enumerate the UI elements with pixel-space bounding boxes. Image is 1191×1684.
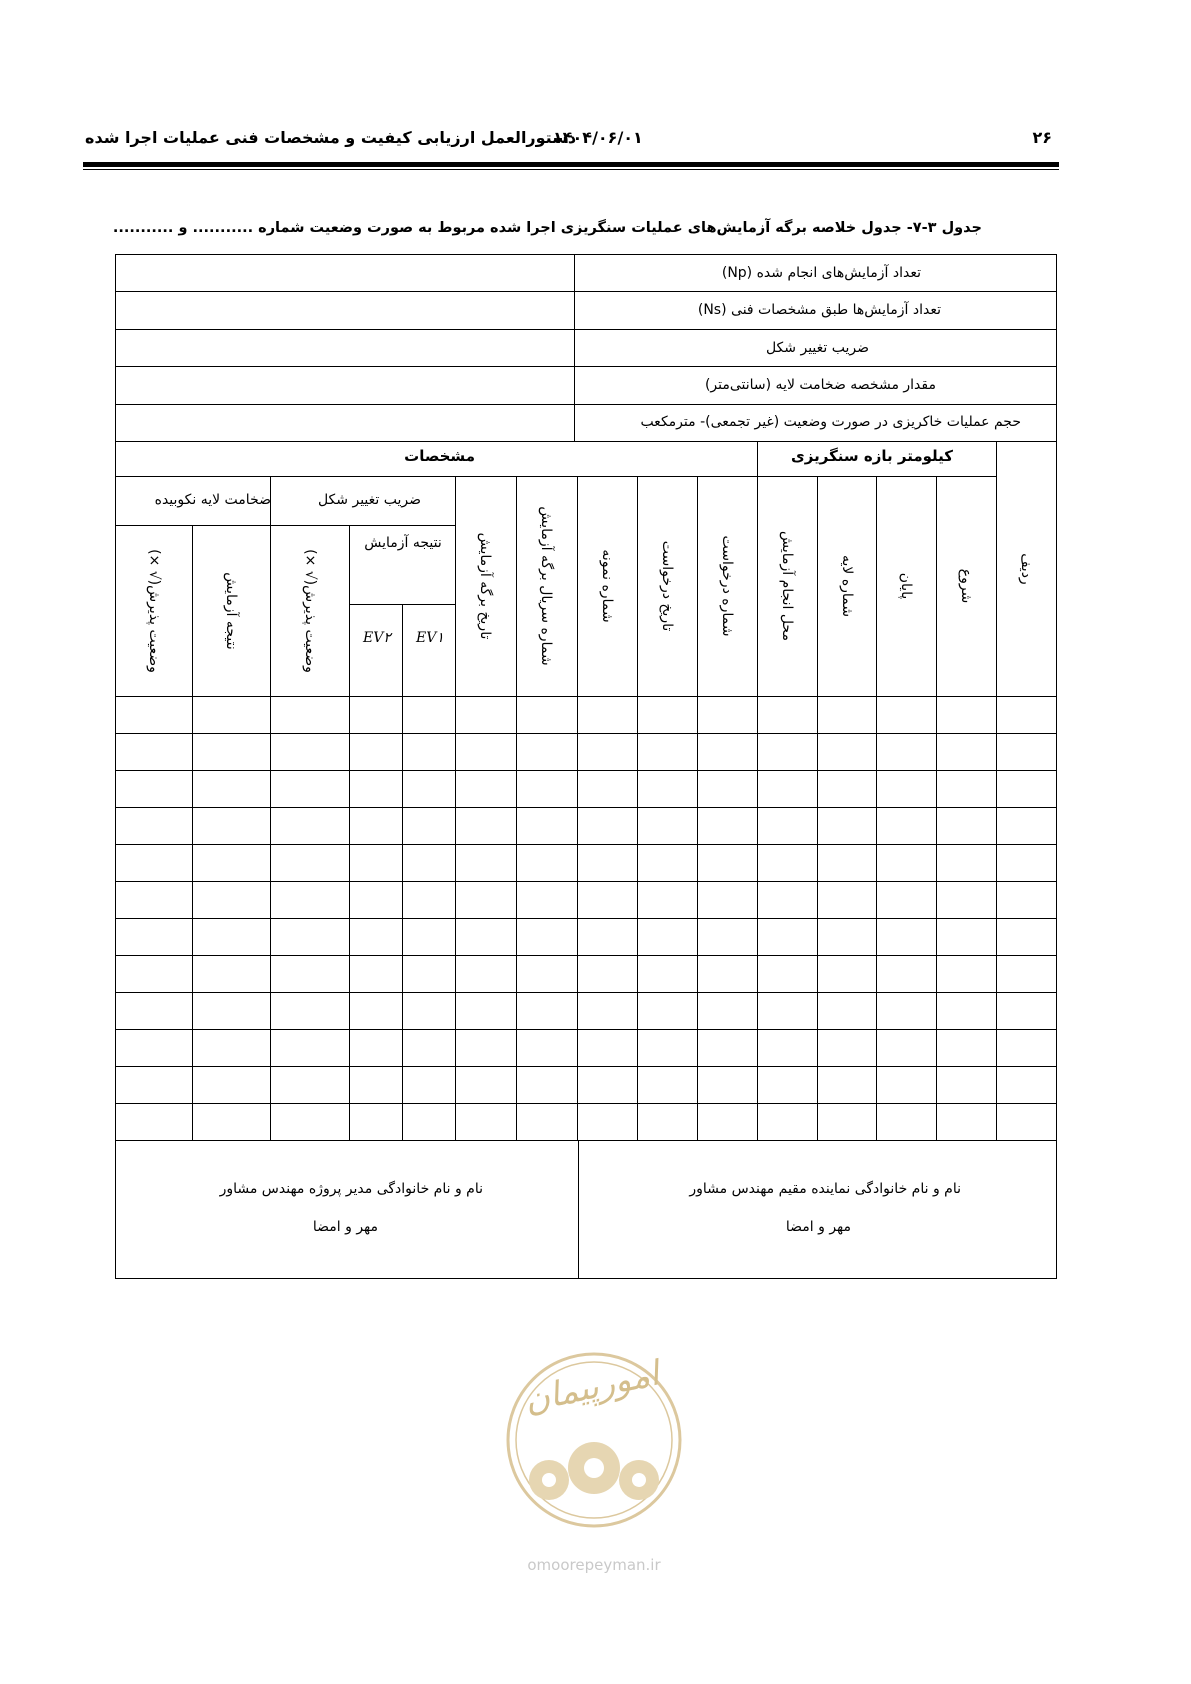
col-end: پایان: [898, 572, 914, 600]
header-title: دستورالعمل ارزیابی کیفیت و مشخصات فنی عملیات اجرا شده: [85, 128, 577, 147]
subheader-deformation: ضریب تغییر شکل: [317, 492, 421, 508]
group-km-header: کیلومتر بازه سنگریزی: [791, 447, 953, 465]
col-acceptance-deformation: وضعیت پذیرش(√ ×): [302, 549, 318, 673]
header-date: ۱۴۰۴/۰۶/۰۱: [553, 128, 643, 147]
summary-label-np: تعداد آزمایش‌های انجام شده (Np): [721, 265, 921, 281]
subheader-test-result: نتیجه آزمایش: [364, 535, 442, 551]
ev2-label: EV۲: [363, 630, 391, 646]
table-caption: جدول ۳-۷- جدول خلاصه برگه آزمایش‌های عملیات سنگریزی اجرا شده مربوط به صورت وضعیت شماره ........... و ...........: [112, 220, 982, 236]
col-sheet-serial: شماره سریال برگه آزمایش: [538, 506, 554, 666]
signature-left-sign: مهر و امضا: [312, 1219, 378, 1235]
col-start: شروع: [958, 568, 974, 604]
summary-label-deformation: ضریب تغییر شکل: [765, 340, 869, 356]
col-request-date: تاریخ درخواست: [659, 540, 675, 632]
watermark-url: omoorepeyman.ir: [527, 1556, 661, 1574]
col-layer-number: شماره لایه: [839, 554, 855, 618]
col-row: ردیف: [1018, 553, 1034, 585]
ev1-label: EV۱: [416, 630, 444, 646]
signature-right-sign: مهر و امضا: [785, 1219, 851, 1235]
col-test-location: محل انجام آزمایش: [779, 531, 795, 641]
summary-label-ns: تعداد آزمایش‌ها طبق مشخصات فنی (Ns): [697, 302, 941, 318]
signature-left-name: نام و نام خانوادگی مدیر پروژه مهندس مشاور: [219, 1181, 483, 1197]
col-thickness-result: نتیجه آزمایش: [223, 572, 239, 650]
col-sample-number: شماره نمونه: [599, 549, 615, 623]
watermark-logo: [494, 1340, 694, 1590]
signature-right-name: نام و نام خانوادگی نماینده مقیم مهندس مشاور: [689, 1181, 961, 1197]
group-specs-header: مشخصات: [404, 447, 475, 465]
summary-label-thickness: مقدار مشخصه ضخامت لایه (سانتی‌متر): [704, 377, 936, 393]
page-number: ۲۶: [1032, 128, 1052, 147]
summary-label-volume: حجم عملیات خاکریزی در صورت وضعیت (غیر تجمعی)- مترمکعب: [640, 414, 1021, 430]
col-sheet-date: تاریخ برگه آزمایش: [477, 532, 493, 640]
col-request-number: شماره درخواست: [719, 535, 735, 637]
watermark-logo-text: امورپیمان: [520, 1353, 663, 1421]
subheader-thickness: ضخامت لایه نکوبیده: [154, 492, 271, 508]
col-acceptance-thickness: وضعیت پذیرش(√ ×): [146, 549, 162, 673]
